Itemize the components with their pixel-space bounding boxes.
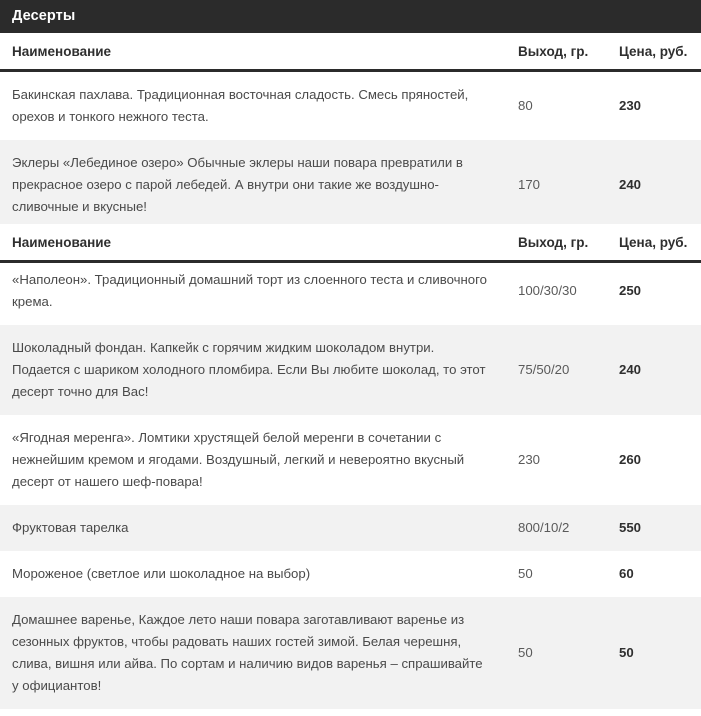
column-header-row-repeat <box>0 224 701 262</box>
item-yield: 50 <box>518 597 619 709</box>
column-header-yield: Выход, гр. <box>518 33 619 71</box>
item-price: 250 <box>619 262 701 326</box>
item-price: 50 <box>619 597 701 709</box>
item-name: Домашнее варенье, Каждое лето наши повара заготавливают варенье из сезонных фруктов, чтобы радовать наших гостей зимой. Белая черешня, слива, вишня или айва. По сортам и наличию видов варенья – спрашивайте у официантов! <box>0 597 518 709</box>
column-header-name: Наименование <box>0 33 518 71</box>
table-row <box>0 551 701 597</box>
item-name: Бакинская пахлава. Традиционная восточная сладость. Смесь пряностей, орехов и тонкого нежного теста. <box>0 71 518 141</box>
item-name: Эклеры «Лебединое озеро» Обычные эклеры наши повара превратили в прекрасное озеро с парой лебедей. А внутри они такие же воздушно-сливочные и вкусные! <box>0 140 518 224</box>
table-row <box>0 597 701 709</box>
item-yield: 50 <box>518 551 619 597</box>
table-row <box>0 325 701 415</box>
item-price: 550 <box>619 505 701 551</box>
column-header-name: Наименование <box>0 224 518 262</box>
item-yield: 800/10/2 <box>518 505 619 551</box>
item-price: 230 <box>619 71 701 141</box>
item-yield: 80 <box>518 71 619 141</box>
item-price: 60 <box>619 551 701 597</box>
table-row <box>0 71 701 141</box>
item-yield: 230 <box>518 415 619 505</box>
section-title: Десерты <box>0 0 701 33</box>
item-name: Шоколадный фондан. Капкейк с горячим жидким шоколадом внутри. Подается с шариком холодного пломбира. Если Вы любите шоколад, то этот десерт точно для Вас! <box>0 325 518 415</box>
column-header-yield: Выход, гр. <box>518 224 619 262</box>
item-name: «Ягодная меренга». Ломтики хрустящей белой меренги в сочетании с нежнейшим кремом и ягодами. Воздушный, легкий и невероятно вкусный десерт от нашего шеф-повара! <box>0 415 518 505</box>
item-name: «Наполеон». Традиционный домашний торт из слоенного теста и сливочного крема. <box>0 262 518 326</box>
item-yield: 170 <box>518 140 619 224</box>
item-price: 240 <box>619 325 701 415</box>
item-yield: 100/30/30 <box>518 262 619 326</box>
section-title-row <box>0 0 701 33</box>
column-header-row <box>0 33 701 71</box>
column-header-price: Цена, руб. <box>619 33 701 71</box>
table-row <box>0 262 701 326</box>
item-yield: 75/50/20 <box>518 325 619 415</box>
item-name: Фруктовая тарелка <box>0 505 518 551</box>
table-row <box>0 505 701 551</box>
item-price: 260 <box>619 415 701 505</box>
column-header-price: Цена, руб. <box>619 224 701 262</box>
item-price: 240 <box>619 140 701 224</box>
table-row <box>0 140 701 224</box>
item-name: Мороженое (светлое или шоколадное на выбор) <box>0 551 518 597</box>
table-row <box>0 415 701 505</box>
